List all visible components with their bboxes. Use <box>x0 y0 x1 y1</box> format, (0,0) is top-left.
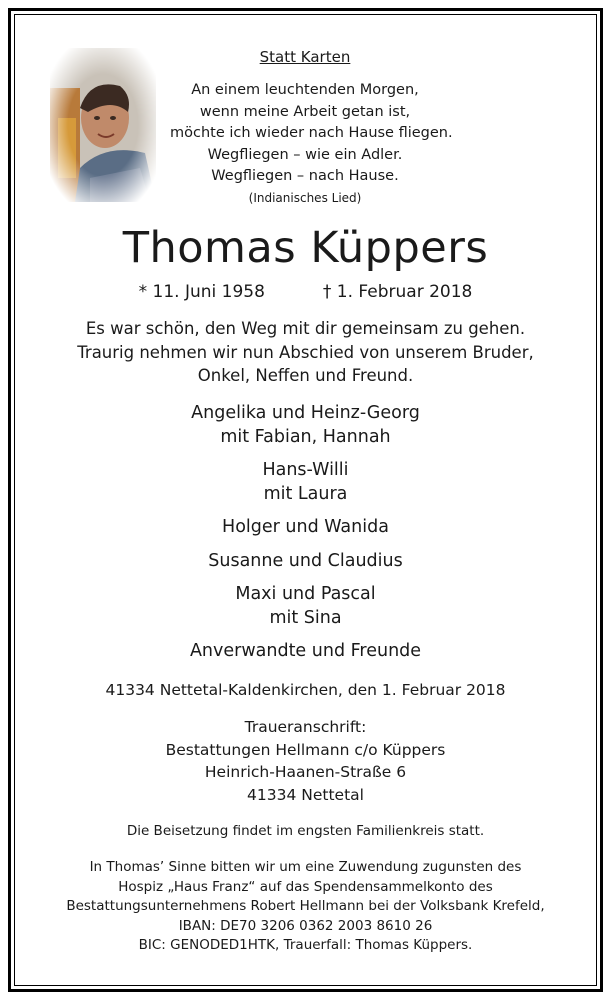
mourners-list <box>0 402 611 674</box>
mourner-line: Anverwandte und Freunde <box>189 641 422 661</box>
poem-line: An einem leuchtenden Morgen, <box>191 82 419 98</box>
poem-source: (Indianisches Lied) <box>248 191 362 205</box>
mourner-group <box>0 583 611 630</box>
donation-line: BIC: GENODED1HTK, Trauerfall: Thomas Küppers. <box>138 937 473 953</box>
poem-line: Wegfliegen – nach Hause. <box>211 168 399 184</box>
mourner-group <box>0 550 611 574</box>
mourner-line: mit Laura <box>263 483 348 504</box>
intro-line: Onkel, Neffen und Freund. <box>197 366 414 385</box>
portrait-photo <box>50 48 156 202</box>
donation-line: In Thomas’ Sinne bitten wir um eine Zuwendung zugunsten des <box>89 859 522 875</box>
mourner-group <box>0 402 611 449</box>
donation-line: Bestattungsunternehmens Robert Hellmann bei der Volksbank Krefeld, <box>66 898 545 914</box>
mourner-line: Angelika und Heinz-Georg <box>191 403 420 423</box>
poem-line: wenn meine Arbeit getan ist, <box>199 103 411 120</box>
mourner-group <box>0 640 611 664</box>
header-title: Statt Karten <box>259 48 351 66</box>
birth-date: * 11. Juni 1958 <box>138 282 265 302</box>
life-dates <box>0 282 611 302</box>
poem-line: möchte ich wieder nach Hause fliegen. <box>170 125 453 141</box>
mourner-line: mit Sina <box>269 607 342 628</box>
address-line: Traueranschrift: <box>244 718 367 736</box>
mourner-line: Holger und Wanida <box>222 517 389 537</box>
mourning-address <box>0 716 611 806</box>
donation-note <box>0 858 611 956</box>
donation-line: Hospiz „Haus Franz“ auf das Spendensammelkonto des <box>118 878 493 895</box>
deceased-name: Thomas Küppers <box>122 223 489 273</box>
intro-line: Traurig nehmen wir nun Abschied von unserem Bruder, <box>77 342 534 362</box>
mourner-line: Susanne und Claudius <box>208 550 403 571</box>
poem-line: Wegfliegen – wie ein Adler. <box>207 146 403 163</box>
mourner-group <box>0 516 611 540</box>
intro-text <box>0 317 611 388</box>
mourner-line: Maxi und Pascal <box>235 584 376 604</box>
poem <box>170 80 453 188</box>
address-line: 41334 Nettetal <box>247 785 364 804</box>
place-and-date: 41334 Nettetal-Kaldenkirchen, den 1. Februar 2018 <box>105 681 506 699</box>
death-date: † 1. Februar 2018 <box>322 282 473 302</box>
intro-line: Es war schön, den Weg mit dir gemeinsam zu gehen. <box>85 319 526 338</box>
mourner-group <box>0 459 611 506</box>
address-line: Bestattungen Hellmann c/o Küppers <box>165 740 446 759</box>
mourner-line: Hans-Willi <box>262 460 349 480</box>
burial-note: Die Beisetzung findet im engsten Familienkreis statt. <box>126 823 485 839</box>
address-line: Heinrich-Haanen-Straße 6 <box>204 763 407 781</box>
donation-line: IBAN: DE70 3206 0362 2003 8610 26 <box>178 917 433 934</box>
mourner-line: mit Fabian, Hannah <box>220 426 391 447</box>
